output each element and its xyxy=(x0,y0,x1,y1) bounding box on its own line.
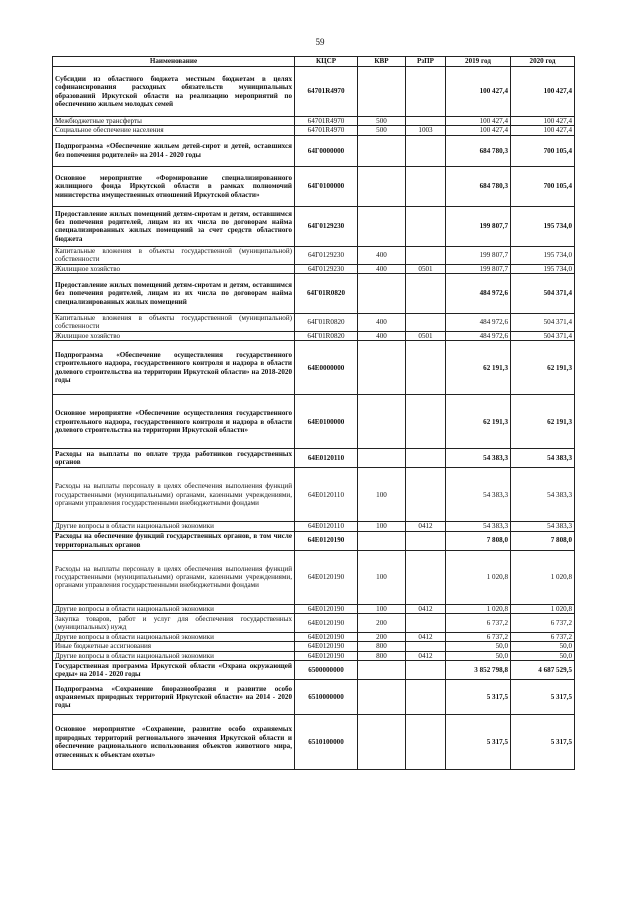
cell-y2019: 684 780,3 xyxy=(446,166,511,206)
cell-kvr: 400 xyxy=(358,331,406,340)
cell-kvr xyxy=(358,67,406,117)
cell-y2020: 5 317,5 xyxy=(511,715,575,770)
cell-name: Социальное обеспечение населения xyxy=(53,126,295,135)
cell-y2020: 700 105,4 xyxy=(511,166,575,206)
cell-rzpr xyxy=(406,341,446,395)
cell-kvr: 200 xyxy=(358,633,406,642)
cell-rzpr xyxy=(406,531,446,550)
cell-rzpr xyxy=(406,449,446,468)
cell-y2019: 484 972,6 xyxy=(446,274,511,314)
cell-kvr xyxy=(358,206,406,246)
table-row xyxy=(53,642,575,651)
table-row xyxy=(53,341,575,395)
cell-kvr xyxy=(358,395,406,449)
cell-kcsr: 64Г0129230 xyxy=(295,206,358,246)
cell-kvr: 400 xyxy=(358,246,406,264)
table-row xyxy=(53,614,575,633)
cell-kcsr: 64Е0120190 xyxy=(295,614,358,633)
cell-kcsr: 64Е0120190 xyxy=(295,633,358,642)
table-row xyxy=(53,331,575,340)
header-kcsr: КЦСР xyxy=(295,57,358,67)
cell-kcsr: 64Е0120190 xyxy=(295,531,358,550)
cell-name: Другие вопросы в области национальной экономики xyxy=(53,604,295,613)
cell-name: Расходы на выплаты персоналу в целях обеспечения выполнения функций государственными (муниципальными) органами, казенными учреждениями, органами управления государственными внебюджетными фондами xyxy=(53,550,295,604)
cell-y2019: 100 427,4 xyxy=(446,67,511,117)
cell-kvr: 500 xyxy=(358,126,406,135)
table-row xyxy=(53,166,575,206)
cell-kvr: 100 xyxy=(358,468,406,522)
cell-y2019: 62 191,3 xyxy=(446,395,511,449)
cell-rzpr xyxy=(406,642,446,651)
cell-rzpr: 1003 xyxy=(406,126,446,135)
cell-kcsr: 64Е0120190 xyxy=(295,651,358,660)
cell-kvr xyxy=(358,715,406,770)
cell-kvr: 500 xyxy=(358,117,406,126)
cell-y2019: 484 972,6 xyxy=(446,314,511,332)
cell-name: Межбюджетные трансферты xyxy=(53,117,295,126)
table-row xyxy=(53,661,575,680)
cell-name: Иные бюджетные ассигнования xyxy=(53,642,295,651)
cell-rzpr: 0412 xyxy=(406,522,446,531)
cell-kvr: 800 xyxy=(358,651,406,660)
cell-y2020: 62 191,3 xyxy=(511,341,575,395)
cell-kcsr: 64Е0120110 xyxy=(295,449,358,468)
cell-y2019: 50,0 xyxy=(446,651,511,660)
cell-y2019: 5 317,5 xyxy=(446,715,511,770)
cell-kvr xyxy=(358,680,406,715)
cell-rzpr xyxy=(406,206,446,246)
cell-name: Основное мероприятие «Сохранение, развитие особо охраняемых природных территорий регионального значения Иркутской области и обеспечение рационального использования объектов животного мира, отнесенных к объектам охоты» xyxy=(53,715,295,770)
cell-y2019: 684 780,3 xyxy=(446,135,511,166)
cell-kcsr: 6510000000 xyxy=(295,680,358,715)
cell-kcsr: 64Г0129230 xyxy=(295,264,358,273)
header-2019: 2019 год xyxy=(446,57,511,67)
cell-y2020: 100 427,4 xyxy=(511,67,575,117)
cell-y2019: 100 427,4 xyxy=(446,126,511,135)
table-row xyxy=(53,468,575,522)
cell-y2019: 5 317,5 xyxy=(446,680,511,715)
cell-kcsr: 64Е0100000 xyxy=(295,395,358,449)
cell-kcsr: 64Е0120110 xyxy=(295,468,358,522)
cell-y2020: 4 687 529,5 xyxy=(511,661,575,680)
cell-kcsr: 6510100000 xyxy=(295,715,358,770)
cell-rzpr xyxy=(406,135,446,166)
cell-kvr: 400 xyxy=(358,314,406,332)
table-row xyxy=(53,67,575,117)
cell-rzpr xyxy=(406,67,446,117)
cell-kvr xyxy=(358,449,406,468)
cell-kcsr: 64Е0000000 xyxy=(295,341,358,395)
cell-y2019: 50,0 xyxy=(446,642,511,651)
table-row xyxy=(53,531,575,550)
cell-name: Другие вопросы в области национальной экономики xyxy=(53,633,295,642)
cell-y2020: 1 020,8 xyxy=(511,550,575,604)
cell-rzpr xyxy=(406,274,446,314)
table-row xyxy=(53,314,575,332)
header-rzpr: РзПР xyxy=(406,57,446,67)
cell-y2020: 195 734,0 xyxy=(511,206,575,246)
cell-name: Предоставление жилых помещений детям-сиротам и детям, оставшимся без попечения родителей, лицам из их числа по договорам найма специализированных жилых помещений xyxy=(53,274,295,314)
cell-name: Подпрограмма «Обеспечение жильем детей-сирот и детей, оставшихся без попечения родителей» на 2014 - 2020 годы xyxy=(53,135,295,166)
cell-name: Закупка товаров, работ и услуг для обеспечения государственных (муниципальных) нужд xyxy=(53,614,295,633)
cell-rzpr xyxy=(406,468,446,522)
cell-rzpr xyxy=(406,246,446,264)
cell-kcsr: 64Е0120110 xyxy=(295,522,358,531)
cell-y2019: 54 383,3 xyxy=(446,522,511,531)
table-row xyxy=(53,126,575,135)
cell-kcsr: 64Е0120190 xyxy=(295,604,358,613)
cell-rzpr: 0412 xyxy=(406,633,446,642)
cell-name: Основное мероприятие «Формирование специализированного жилищного фонда Иркутской области в рамках полномочий министерства имущественных отношений Иркутской области» xyxy=(53,166,295,206)
cell-y2020: 195 734,0 xyxy=(511,246,575,264)
cell-y2020: 504 371,4 xyxy=(511,274,575,314)
cell-kvr xyxy=(358,661,406,680)
cell-y2020: 62 191,3 xyxy=(511,395,575,449)
table-header-row xyxy=(53,57,575,67)
cell-name: Другие вопросы в области национальной экономики xyxy=(53,651,295,660)
cell-y2019: 62 191,3 xyxy=(446,341,511,395)
cell-y2020: 1 020,8 xyxy=(511,604,575,613)
cell-y2020: 195 734,0 xyxy=(511,264,575,273)
page-number: 59 xyxy=(315,37,325,47)
cell-y2020: 504 371,4 xyxy=(511,314,575,332)
table-row xyxy=(53,246,575,264)
cell-y2020: 5 317,5 xyxy=(511,680,575,715)
cell-y2020: 700 105,4 xyxy=(511,135,575,166)
cell-kvr xyxy=(358,135,406,166)
cell-kcsr: 64Е0120190 xyxy=(295,550,358,604)
table-row xyxy=(53,206,575,246)
table-row xyxy=(53,715,575,770)
cell-rzpr: 0501 xyxy=(406,264,446,273)
cell-y2020: 54 383,3 xyxy=(511,522,575,531)
cell-kvr xyxy=(358,274,406,314)
cell-y2019: 1 020,8 xyxy=(446,604,511,613)
table-row xyxy=(53,274,575,314)
cell-rzpr: 0412 xyxy=(406,604,446,613)
cell-y2020: 54 383,3 xyxy=(511,468,575,522)
cell-name: Капитальные вложения в объекты государственной (муниципальной) собственности xyxy=(53,314,295,332)
cell-y2020: 6 737,2 xyxy=(511,614,575,633)
cell-rzpr xyxy=(406,715,446,770)
cell-y2019: 6 737,2 xyxy=(446,614,511,633)
cell-rzpr xyxy=(406,166,446,206)
table-row xyxy=(53,264,575,273)
cell-y2019: 54 383,3 xyxy=(446,449,511,468)
cell-y2019: 7 808,0 xyxy=(446,531,511,550)
cell-kvr xyxy=(358,166,406,206)
cell-name: Субсидии из областного бюджета местным бюджетам в целях софинансирования расходных обязательств муниципальных образований Иркутской области на реализацию мероприятий по обеспечению жильем молодых семей xyxy=(53,67,295,117)
cell-kvr xyxy=(358,531,406,550)
cell-kcsr: 64Г0100000 xyxy=(295,166,358,206)
cell-name: Другие вопросы в области национальной экономики xyxy=(53,522,295,531)
cell-kvr: 100 xyxy=(358,604,406,613)
table-row xyxy=(53,550,575,604)
cell-kcsr: 64Е0120190 xyxy=(295,642,358,651)
table-row xyxy=(53,135,575,166)
cell-name: Расходы на выплаты персоналу в целях обеспечения выполнения функций государственными (муниципальными) органами, казенными учреждениями, органами управления государственными внебюджетными фондами xyxy=(53,468,295,522)
cell-y2020: 504 371,4 xyxy=(511,331,575,340)
cell-y2020: 100 427,4 xyxy=(511,126,575,135)
cell-y2020: 50,0 xyxy=(511,651,575,660)
table-row xyxy=(53,680,575,715)
cell-kcsr: 64Г01R0820 xyxy=(295,331,358,340)
cell-kcsr: 64701R4970 xyxy=(295,126,358,135)
cell-y2020: 7 808,0 xyxy=(511,531,575,550)
table-row xyxy=(53,651,575,660)
header-name: Наименование xyxy=(53,57,295,67)
cell-kcsr: 64Г0129230 xyxy=(295,246,358,264)
cell-kcsr: 64701R4970 xyxy=(295,117,358,126)
cell-name: Жилищное хозяйство xyxy=(53,264,295,273)
cell-kvr xyxy=(358,341,406,395)
header-kvr: КВР xyxy=(358,57,406,67)
cell-rzpr xyxy=(406,680,446,715)
cell-kcsr: 64Г01R0820 xyxy=(295,274,358,314)
cell-y2019: 199 807,7 xyxy=(446,264,511,273)
header-2020: 2020 год xyxy=(511,57,575,67)
budget-table xyxy=(52,56,575,770)
cell-rzpr xyxy=(406,661,446,680)
cell-name: Расходы на обеспечение функций государственных органов, в том числе территориальных органов xyxy=(53,531,295,550)
cell-y2019: 6 737,2 xyxy=(446,633,511,642)
cell-kcsr: 6500000000 xyxy=(295,661,358,680)
cell-kvr: 400 xyxy=(358,264,406,273)
cell-y2020: 50,0 xyxy=(511,642,575,651)
cell-kcsr: 64701R4970 xyxy=(295,67,358,117)
cell-rzpr xyxy=(406,395,446,449)
cell-y2019: 199 807,7 xyxy=(446,246,511,264)
cell-kvr: 100 xyxy=(358,522,406,531)
cell-kvr: 200 xyxy=(358,614,406,633)
cell-y2020: 54 383,3 xyxy=(511,449,575,468)
cell-name: Основное мероприятие «Обеспечение осуществления государственного строительного надзора, государственного контроля и надзора в области долевого строительства на территории Иркутской области» xyxy=(53,395,295,449)
cell-rzpr xyxy=(406,117,446,126)
cell-kcsr: 64Г0000000 xyxy=(295,135,358,166)
cell-kvr: 100 xyxy=(358,550,406,604)
cell-y2019: 54 383,3 xyxy=(446,468,511,522)
cell-rzpr xyxy=(406,550,446,604)
cell-y2020: 100 427,4 xyxy=(511,117,575,126)
cell-y2019: 3 852 798,8 xyxy=(446,661,511,680)
cell-y2019: 484 972,6 xyxy=(446,331,511,340)
cell-name: Расходы на выплаты по оплате труда работников государственных органов xyxy=(53,449,295,468)
cell-y2019: 1 020,8 xyxy=(446,550,511,604)
cell-y2019: 199 807,7 xyxy=(446,206,511,246)
cell-rzpr xyxy=(406,614,446,633)
cell-y2019: 100 427,4 xyxy=(446,117,511,126)
cell-name: Государственная программа Иркутской области «Охрана окружающей среды» на 2014 - 2020 годы xyxy=(53,661,295,680)
cell-rzpr: 0412 xyxy=(406,651,446,660)
cell-name: Капитальные вложения в объекты государственной (муниципальной) собственности xyxy=(53,246,295,264)
cell-name: Подпрограмма «Сохранение биоразнообразия и развитие особо охраняемых природных территорий Иркутской области» на 2014 - 2020 годы xyxy=(53,680,295,715)
cell-y2020: 6 737,2 xyxy=(511,633,575,642)
table-row xyxy=(53,117,575,126)
cell-name: Жилищное хозяйство xyxy=(53,331,295,340)
cell-name: Подпрограмма «Обеспечение осуществления государственного строительного надзора, государственного контроля и надзора в области долевого строительства на территории Иркутской области» на 2018-2020 годы xyxy=(53,341,295,395)
table-row xyxy=(53,604,575,613)
cell-rzpr: 0501 xyxy=(406,331,446,340)
cell-kvr: 800 xyxy=(358,642,406,651)
cell-rzpr xyxy=(406,314,446,332)
table-row xyxy=(53,633,575,642)
table-row xyxy=(53,395,575,449)
cell-kcsr: 64Г01R0820 xyxy=(295,314,358,332)
table-row xyxy=(53,522,575,531)
table-row xyxy=(53,449,575,468)
cell-name: Предоставление жилых помещений детям-сиротам и детям, оставшимся без попечения родителей, лицам из их числа по договорам найма специализированных жилых помещений за счет средств областного бюджета xyxy=(53,206,295,246)
